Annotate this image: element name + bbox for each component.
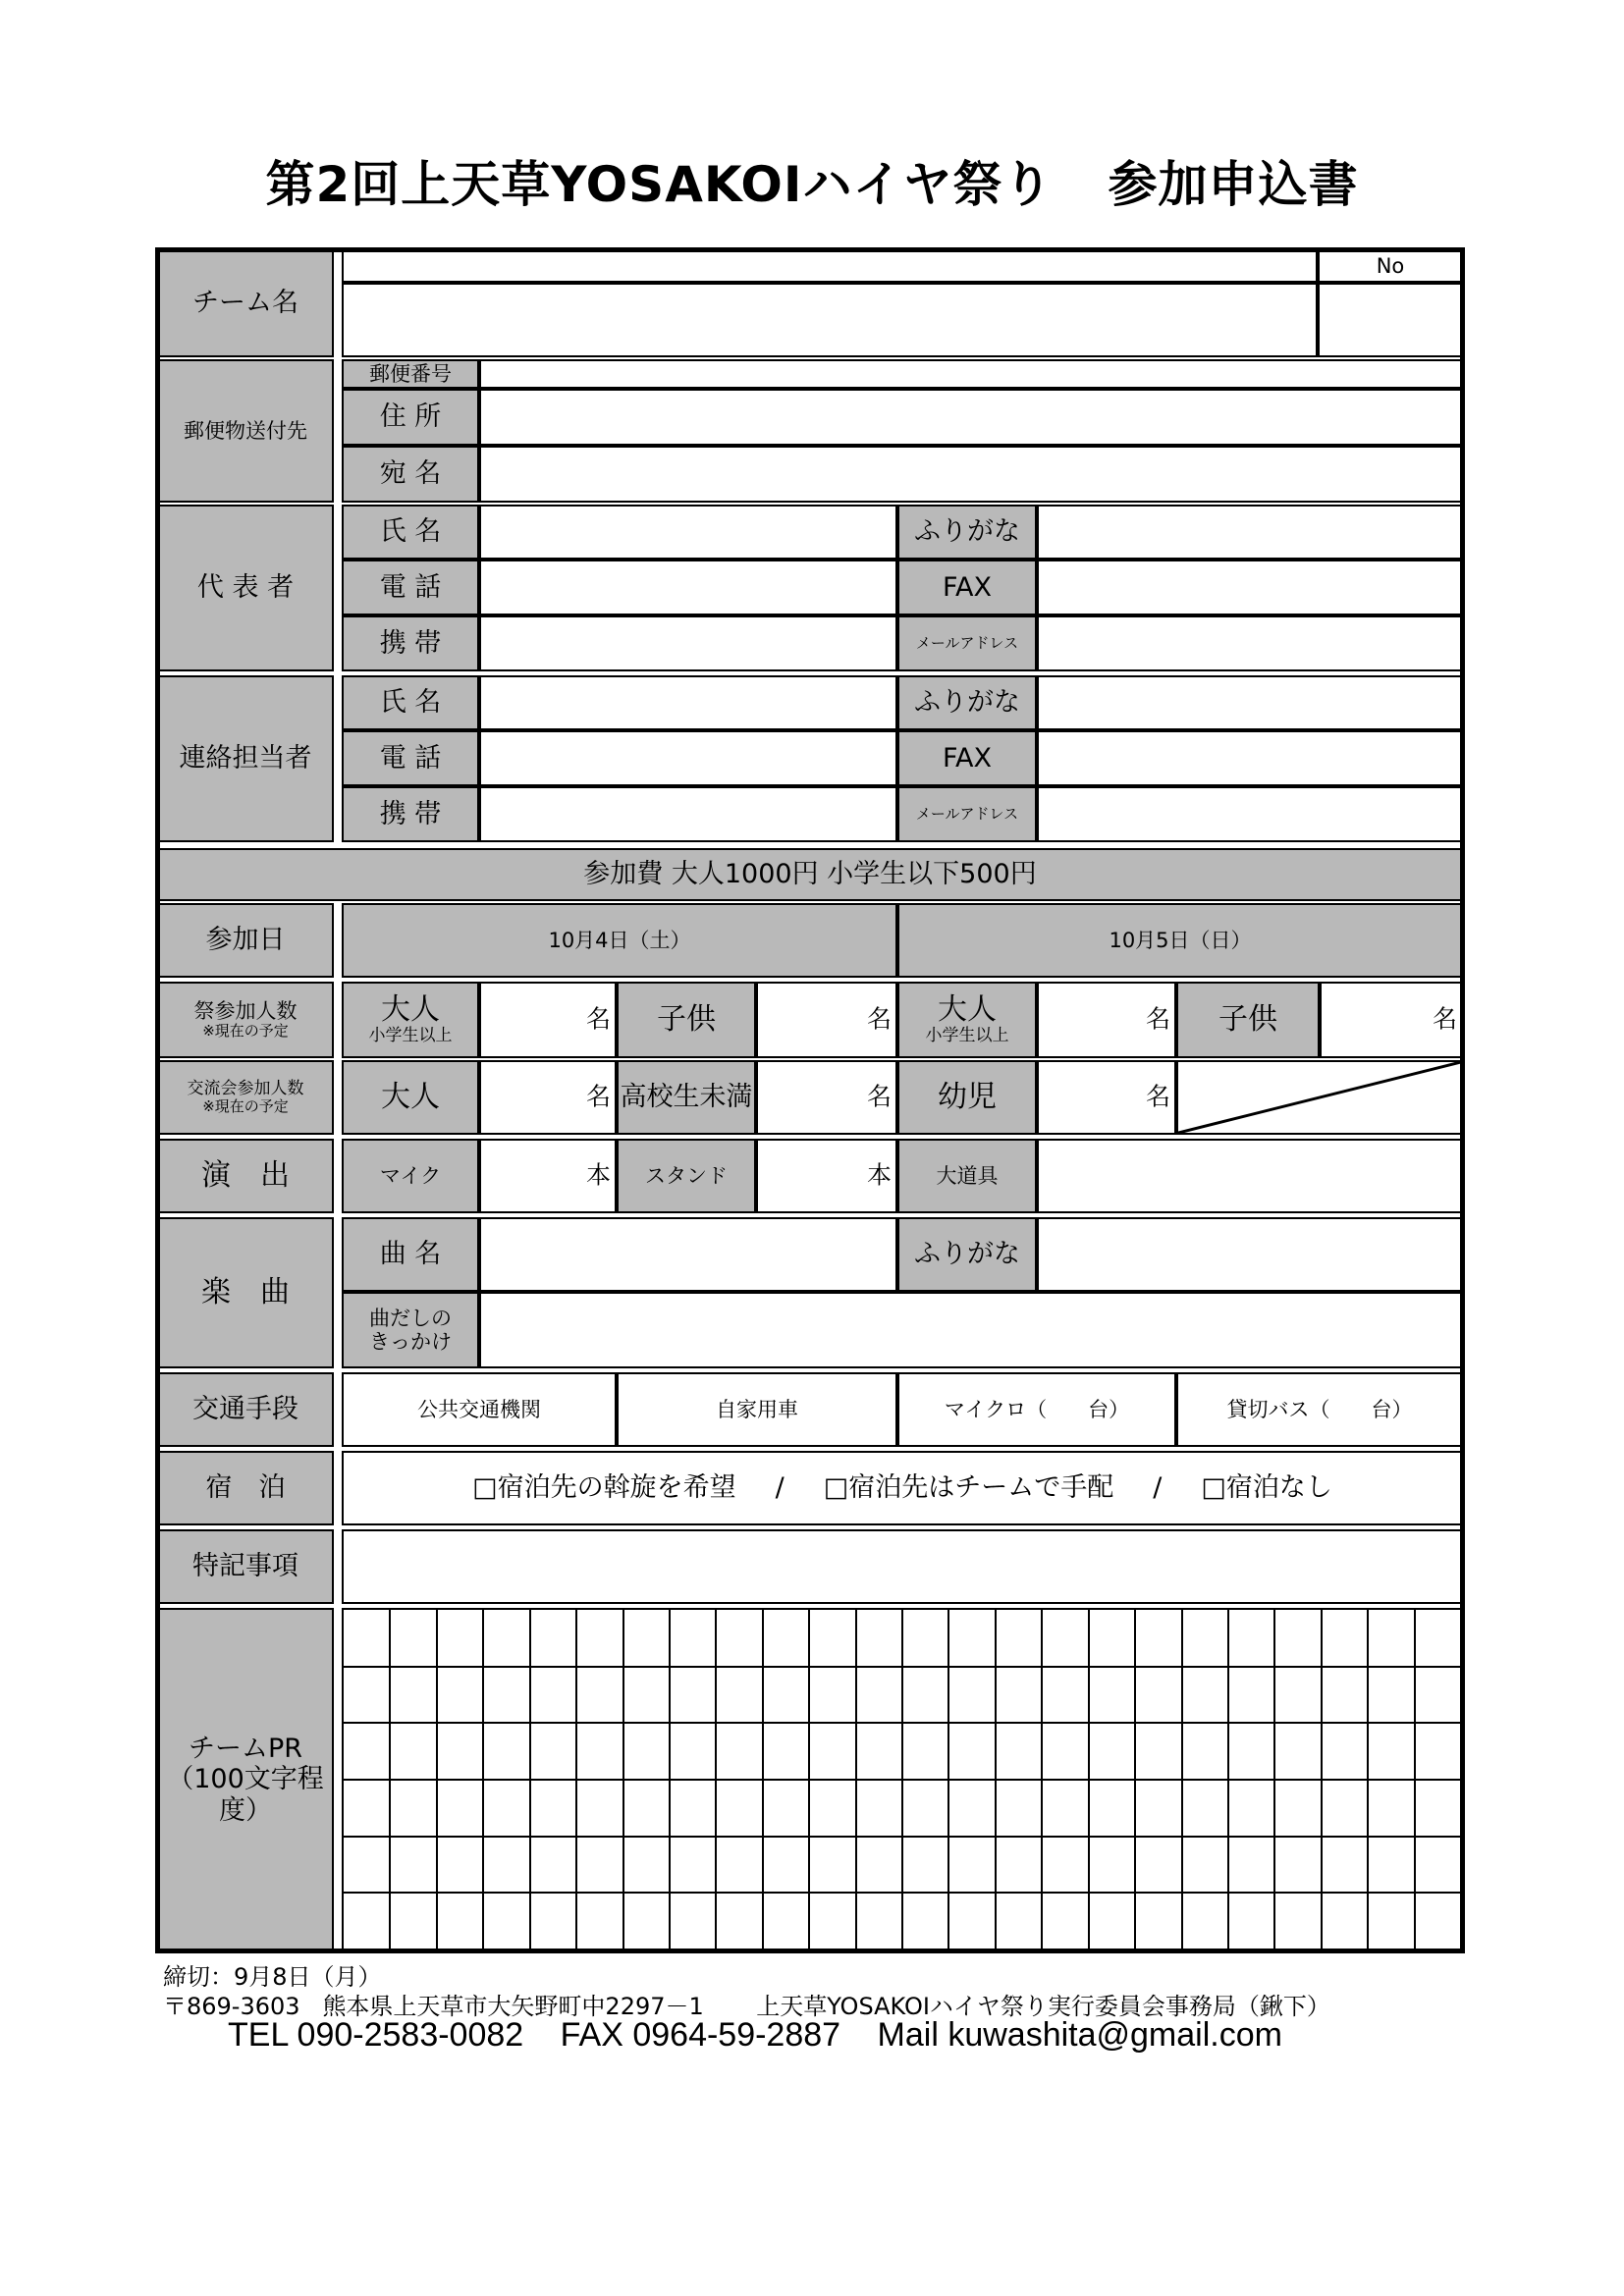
lodging-separator: / [775,1472,785,1504]
rep-name-field[interactable] [479,505,897,560]
addressee-field[interactable] [479,446,1463,503]
fest-adult-sub-day1: 小学生以上 [368,1026,453,1046]
footer-fax: FAX 0964-59-2887 [560,2016,841,2054]
number-label: No [1318,249,1463,283]
music-cue-label [342,1292,479,1368]
lodging-options [342,1451,1463,1525]
team-pr-line1: チームPR [188,1734,303,1765]
unit-label: 本 [866,1160,892,1190]
team-pr-line3: 度） [219,1794,272,1826]
footer-email[interactable]: Mail kuwashita@gmail.com [877,2016,1282,2054]
unit-label: 名 [585,1004,611,1034]
rep-email-field[interactable] [1037,615,1463,671]
music-cue-line2: きっかけ [369,1330,452,1354]
participation-date-label: 参加日 [157,903,334,978]
fest-adult-field-day2[interactable] [1037,982,1176,1058]
exchange-count-label [157,1060,334,1135]
exchange-infant-label: 幼児 [897,1060,1037,1135]
team-pr-line2: （100文字程 [167,1764,324,1795]
contact-tel-field[interactable] [479,730,897,786]
contact-mobile-label: 携 帯 [342,786,479,842]
date-day2: 10月5日（日） [897,903,1463,978]
fee-banner: 参加費 大人1000円 小学生以下500円 [157,848,1463,901]
transport-car-option[interactable]: 自家用車 [617,1372,897,1447]
song-furigana-label: ふりがな [897,1217,1037,1292]
contact-name-field[interactable] [479,675,897,730]
diagonal-line [1178,1062,1461,1133]
rep-email-label: メールアドレス [897,615,1037,671]
exchange-teen-field[interactable] [756,1060,897,1135]
lodging-separator: / [1153,1472,1163,1504]
fest-child-label-day1: 子供 [617,982,756,1058]
lodging-self-checkbox[interactable]: □宿泊先はチームで手配 [823,1472,1114,1504]
exchange-infant-field[interactable] [1037,1060,1176,1135]
contact-fax-field[interactable] [1037,730,1463,786]
unit-label: 名 [585,1082,611,1111]
fest-adult-text-day1: 大人 [381,991,440,1027]
unit-label: 名 [1145,1082,1170,1111]
rep-name-label: 氏 名 [342,505,479,560]
rep-mobile-field[interactable] [479,615,897,671]
rep-fax-field[interactable] [1037,560,1463,615]
rep-tel-label: 電 話 [342,560,479,615]
postal-code-label: 郵便番号 [342,359,479,389]
team-pr-grid[interactable] [342,1608,1463,1951]
team-pr-label [157,1608,334,1951]
page-title [0,145,1624,216]
lodging-label: 宿 泊 [157,1451,334,1525]
song-furigana-field[interactable] [1037,1217,1463,1292]
festival-count-title: 祭参加人数 [193,999,298,1024]
song-name-label: 曲 名 [342,1217,479,1292]
stand-count-field[interactable] [756,1139,897,1213]
unit-label: 名 [866,1004,892,1034]
rep-tel-field[interactable] [479,560,897,615]
rep-furigana-label: ふりがな [897,505,1037,560]
contact-person-label: 連絡担当者 [157,675,334,842]
transport-public-option[interactable]: 公共交通機関 [342,1372,617,1447]
exchange-adult-label: 大人 [342,1060,479,1135]
blank-cell [1176,1060,1463,1135]
song-name-field[interactable] [479,1217,897,1292]
music-cue-field[interactable] [479,1292,1463,1368]
footer-tel: TEL 090-2583-0082 [228,2016,524,2054]
contact-line [228,2016,1310,2055]
music-label: 楽 曲 [157,1217,334,1368]
rep-mobile-label: 携 帯 [342,615,479,671]
fest-adult-label-day2 [897,982,1037,1058]
address-label: 住 所 [342,389,479,446]
fest-child-field-day2[interactable] [1320,982,1463,1058]
festival-count-note: ※現在の予定 [202,1022,289,1041]
exchange-teen-label: 高校生未満 [617,1060,756,1135]
festival-count-label [157,982,334,1058]
unit-label: 名 [1145,1004,1170,1034]
title-main: 第2回上天草YOSAKOIハイヤ祭り [265,156,1054,213]
title-sub: 参加申込書 [1108,156,1359,213]
contact-furigana-label: ふりがな [897,675,1037,730]
transport-micro-option[interactable]: マイクロ（ 台） [897,1372,1176,1447]
addressee-label: 宛 名 [342,446,479,503]
deadline-text: 締切：9月8日（月） [163,1963,382,1991]
team-name-field[interactable] [342,283,1318,357]
exchange-adult-field[interactable] [479,1060,617,1135]
pr-grid-lines [344,1610,1461,1949]
team-name-furigana-field[interactable] [342,249,1318,283]
fest-adult-text-day2: 大人 [938,991,997,1027]
notes-label: 特記事項 [157,1529,334,1604]
music-cue-line1: 曲だしの [369,1306,452,1330]
transport-label: 交通手段 [157,1372,334,1447]
fest-adult-label-day1 [342,982,479,1058]
contact-furigana-field[interactable] [1037,675,1463,730]
contact-mobile-field[interactable] [479,786,897,842]
mailing-label: 郵便物送付先 [157,359,334,503]
postal-code-field[interactable] [479,359,1463,389]
contact-email-label: メールアドレス [897,786,1037,842]
rep-furigana-field[interactable] [1037,505,1463,560]
exchange-count-note: ※現在の予定 [202,1097,289,1116]
number-field[interactable] [1318,283,1463,357]
footer-postal: 〒869-3603 [163,1993,300,2020]
stand-label: スタンド [617,1139,756,1213]
notes-field[interactable] [342,1529,1463,1604]
rep-fax-label: FAX [897,560,1037,615]
props-field[interactable] [1037,1139,1463,1213]
performance-label: 演 出 [157,1139,334,1213]
unit-label: 名 [1432,1004,1457,1034]
contact-tel-label: 電 話 [342,730,479,786]
team-name-label: チーム名 [157,249,334,357]
props-label: 大道具 [897,1139,1037,1213]
fest-adult-sub-day2: 小学生以上 [925,1026,1009,1046]
date-day1: 10月4日（土） [342,903,897,978]
unit-label: 本 [585,1160,611,1190]
footer-address: 熊本県上天草市大矢野町中2297－1 [322,1993,704,2020]
lodging-none-checkbox[interactable]: □宿泊なし [1201,1472,1332,1504]
contact-fax-label: FAX [897,730,1037,786]
fest-child-label-day2: 子供 [1176,982,1320,1058]
address-field[interactable] [479,389,1463,446]
transport-bus-option[interactable]: 貸切バス（ 台） [1176,1372,1463,1447]
unit-label: 名 [866,1082,892,1111]
fest-child-field-day1[interactable] [756,982,897,1058]
representative-label: 代 表 者 [157,505,334,671]
contact-name-label: 氏 名 [342,675,479,730]
mic-label: マイク [342,1139,479,1213]
footer-office: 上天草YOSAKOIハイヤ祭り実行委員会事務局（鍬下） [756,1993,1330,2020]
contact-email-field[interactable] [1037,786,1463,842]
exchange-count-title: 交流会参加人数 [187,1078,304,1098]
fest-adult-field-day1[interactable] [479,982,617,1058]
mic-count-field[interactable] [479,1139,617,1213]
lodging-arrange-checkbox[interactable]: □宿泊先の斡旋を希望 [472,1472,736,1504]
